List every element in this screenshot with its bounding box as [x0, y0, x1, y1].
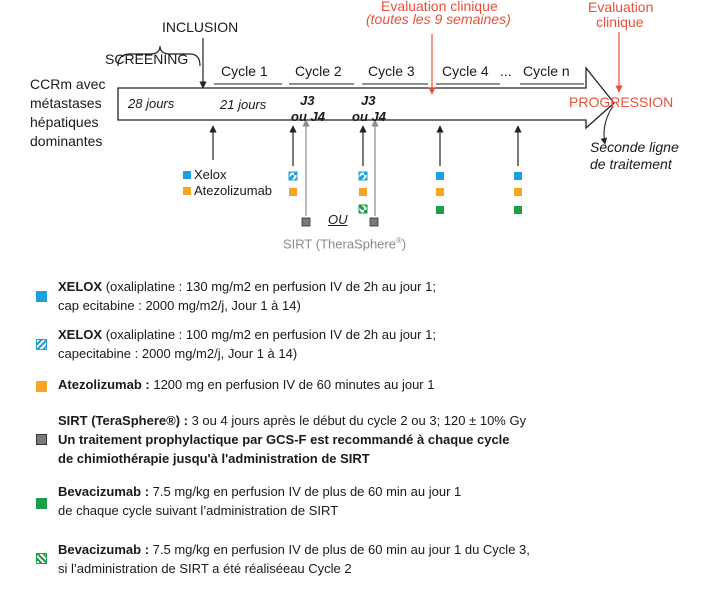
atezo-marker [436, 188, 444, 196]
xelox-key-label: Xelox [194, 167, 227, 182]
cycle-label: Cycle 3 [368, 63, 415, 79]
xelox-marker [514, 172, 522, 180]
legend-bevacizumab: Bevacizumab : 7.5 mg/kg en perfusion IV de plus de 60 min au jour 1 de chaque cycle suivant l’administration de SIRT [58, 484, 462, 518]
xelox-marker [436, 172, 444, 180]
bevacizumab-marker [514, 206, 522, 214]
patient-line: hépatiques [30, 114, 99, 130]
xelox-key-square [183, 171, 191, 179]
atezo-legend-swatch [36, 381, 47, 392]
ou-label: OU [328, 212, 348, 227]
cycle-label: Cycle 2 [295, 63, 342, 79]
atezo-key-label: Atezolizumab [194, 183, 273, 198]
patient-line: dominantes [30, 133, 103, 149]
cycle-label: Cycle n [523, 63, 570, 79]
second-line-label-2: de traitement [590, 156, 672, 172]
legend-bevacizumab-c3: Bevacizumab : 7.5 mg/kg en perfusion IV de plus de 60 min au jour 1 du Cycle 3, si l’administration de SIRT a été réaliséeau Cycle 2 [58, 542, 530, 576]
sirt-marker [302, 218, 310, 226]
bevacizumab-legend-swatch [36, 498, 47, 509]
atezo-marker [289, 188, 297, 196]
cycle-label: Cycle 1 [221, 63, 268, 79]
atezo-marker [514, 188, 522, 196]
screening-label: SCREENING [105, 51, 189, 67]
atezo-key-square [183, 187, 191, 195]
legend-atezolizumab: Atezolizumab : 1200 mg en perfusion IV de 60 minutes au jour 1 [58, 377, 435, 392]
patient-line: CCRm avec [30, 76, 106, 92]
sirt-label: SIRT (TheraSphere®) [283, 236, 407, 252]
xelox-reduced-marker [289, 172, 297, 180]
bevacizumab-c3-legend-swatch [36, 553, 47, 564]
xelox-reduced-marker [359, 172, 367, 180]
ou-j4-label: ou J4 [352, 109, 386, 124]
patient-line: métastases [30, 95, 102, 111]
legend-sirt: SIRT (TeraSphere®) : 3 ou 4 jours après le début du cycle 2 ou 3; 120 ± 10% Gy Un traitement prophylactique par GCS-F est recommandé à chaque cycle de chimiothérapie jusqu'à l'administration de SIRT [58, 413, 527, 466]
legend-xelox: XELOX (oxaliplatine : 130 mg/m2 en perfusion IV de 2h au jour 1; cap ecitabine : 2000 mg/m2/j, Jour 1 à 14) [58, 279, 436, 313]
timeline-diagram [0, 0, 719, 260]
bevacizumab-marker [436, 206, 444, 214]
evaluation-right-label-2: clinique [596, 14, 644, 30]
xelox-reduced-legend-swatch [36, 339, 47, 350]
ou-j4-label: ou J4 [291, 109, 325, 124]
second-line-label: Seconde ligne [590, 139, 679, 155]
xelox-legend-swatch [36, 291, 47, 302]
bevacizumab-c3-marker [359, 205, 367, 213]
cycle-label: Cycle 4 [442, 63, 489, 79]
atezo-marker [359, 188, 367, 196]
cycle-ellipsis: ... [500, 63, 512, 79]
j3-label: J3 [361, 93, 376, 108]
evaluation-label: Evaluation clinique [381, 0, 498, 14]
sirt-legend-swatch [36, 434, 47, 445]
evaluation-frequency: (toutes les 9 semaines) [366, 11, 511, 27]
evaluation-right-label: Evaluation [588, 0, 654, 15]
sirt-marker [370, 218, 378, 226]
screening-duration: 28 jours [128, 96, 175, 111]
legend-xelox-reduced: XELOX (oxaliplatine : 100 mg/m2 en perfusion IV de 2h au jour 1; capecitabine : 2000 mg/m2/j, Jour 1 à 14) [58, 327, 436, 361]
j3-label: J3 [300, 93, 315, 108]
cycle-duration: 21 jours [220, 97, 267, 112]
progression-label: PROGRESSION [569, 94, 674, 110]
inclusion-label: INCLUSION [162, 19, 239, 35]
